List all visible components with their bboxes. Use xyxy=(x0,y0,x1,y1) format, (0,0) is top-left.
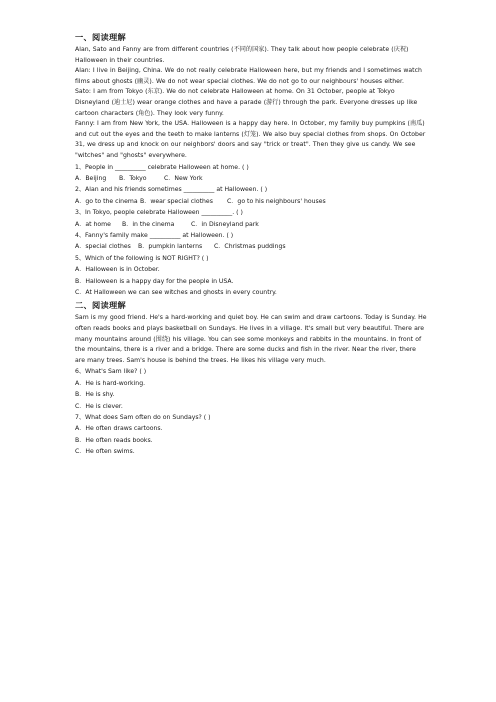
question-4-stem: 4、Fanny's family make __________ at Halloween. ( ) xyxy=(75,231,234,239)
question-1-options xyxy=(75,173,427,184)
question-5-option-a[interactable]: A．Halloween is in October. xyxy=(75,266,160,274)
question-4-option-c[interactable]: C．Christmas puddings xyxy=(214,243,286,251)
question-5-option-c[interactable]: C．At Halloween we can see witches and ghosts in every country. xyxy=(75,289,277,296)
question-7-option-b[interactable]: B．He often reads books. xyxy=(75,436,153,444)
question-7-option-c[interactable]: C．He often swims. xyxy=(75,448,135,456)
question-2-option-c[interactable]: C．go to his neighbours' houses xyxy=(227,197,326,205)
question-5-stem: 5、Which of the following is NOT RIGHT? ( ) xyxy=(75,254,209,262)
question-2-option-a[interactable]: A．go to the cinema xyxy=(75,197,138,205)
question-3-option-b[interactable]: B．in the cinema xyxy=(122,220,175,228)
section2-heading: 二、阅读理解 xyxy=(75,300,126,311)
question-6-option-a[interactable]: A．He is hard-working. xyxy=(75,379,146,387)
question-3-option-c[interactable]: C．in Disneyland park xyxy=(191,220,259,228)
question-1-stem: 1、People in __________ celebrate Halloween at home. ( ) xyxy=(75,163,249,171)
section2-passage: Sam is my good friend. He's a hard-working and quiet boy. He can swim and draw cartoons. Today is Sunday. He often reads books and plays basketball on Sundays. He lives in a village. It's small but very beautiful. There are many mountains around (围绕) his village. You can see some monkeys and rabbits in the mountains. In front of the mountains, there is a river and a bridge. There are some ducks and fish in the river. Near the river, there are many trees. Sam's house is behind the trees. He likes his village very much. xyxy=(75,314,427,364)
question-5-option-b[interactable]: B．Halloween is a happy day for the people in USA. xyxy=(75,277,234,285)
question-1-option-b[interactable]: B．Tokyo xyxy=(119,174,147,182)
question-6-option-c[interactable]: C．He is clever. xyxy=(75,402,123,410)
question-2-options xyxy=(75,196,427,207)
question-1-option-c[interactable]: C．New York xyxy=(164,174,203,182)
document-content xyxy=(75,31,427,458)
question-4-option-b[interactable]: B．pumpkin lanterns xyxy=(138,243,203,251)
question-7-stem: 7、What does Sam often do on Sundays? ( ) xyxy=(75,414,211,421)
question-3-option-a[interactable]: A．at home xyxy=(75,220,111,228)
question-2-option-b[interactable]: B．wear special clothes xyxy=(140,197,213,205)
section1-intro: Alan, Sato and Fanny are from different countries (不同的国家). They talk about how people celebrate (庆祝) Halloween in their countries. xyxy=(75,46,409,64)
question-7-option-a[interactable]: A．He often draws cartoons. xyxy=(75,425,163,433)
question-2-stem: 2、Alan and his friends sometimes __________ at Halloween. ( ) xyxy=(75,186,268,194)
question-3-options xyxy=(75,219,427,230)
question-4-option-a[interactable]: A．special clothes xyxy=(75,243,131,251)
question-4-options xyxy=(75,241,427,252)
question-6-stem: 6、What's Sam like? ( ) xyxy=(75,368,147,376)
question-3-stem: 3、In Tokyo, people celebrate Halloween __________. ( ) xyxy=(75,209,243,217)
section1-alan: Alan: I live in Beijing, China. We do not really celebrate Halloween here, but my friends and I sometimes watch films about ghosts (幽灵). We do not wear special clothes. We do not go to our neighbours' houses either. xyxy=(75,67,422,85)
question-1-option-a[interactable]: A．Beijing xyxy=(75,174,107,182)
section1-fanny: Fanny: I am from New York, the USA. Halloween is a happy day here. In October, my family buy pumpkins (南瓜) and cut out the eyes and the teeth to make lanterns (灯笼). We also buy special clothes from shops. On October 31, we dress up and knock on our neighbors' doors and say "trick or treat". Then they give us candy. We see "witches" and "ghosts" everywhere. xyxy=(75,120,426,159)
section1-sato: Sato: I am from Tokyo (东京). We do not celebrate Halloween at home. On 31 October, people at Tokyo Disneyland (迪士尼) wear orange clothes and have a parade (游行) through the park. Everyone dresses up like cartoon characters (角色). They look very funny. xyxy=(75,88,418,117)
section1-heading: 一、阅读理解 xyxy=(75,32,126,42)
question-6-option-b[interactable]: B．He is shy. xyxy=(75,391,115,399)
